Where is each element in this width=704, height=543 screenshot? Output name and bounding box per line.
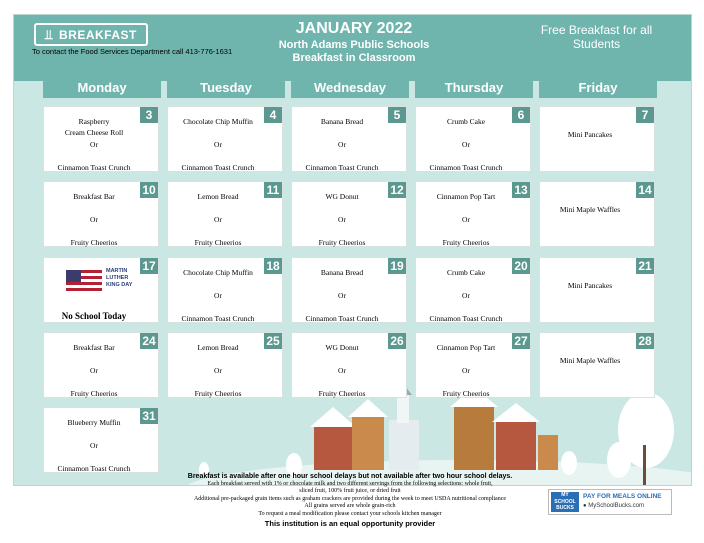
date-number: 20 [512,258,530,274]
menu-item: Mini Maple Waffles [559,356,621,365]
menu-item: WG Donut [325,343,359,352]
or-separator: Or [214,366,222,375]
milk-note: Each breakfast served with 1% or chocolate milk and two different servings from the following selections: whole fruit, [207,480,493,487]
month-title: JANUARY 2022 [295,20,413,37]
menu-item: Fruity Cheerios [194,238,242,247]
menu-item: Fruity Cheerios [70,238,118,247]
day-cell [167,181,283,247]
date-number: 19 [388,258,406,274]
or-separator: Or [90,140,98,149]
menu-item: Crumb Cake [446,268,486,277]
or-separator: Or [214,215,222,224]
menu-item: Cinnamon Pop Tart [436,343,496,352]
menu-item: Cinnamon Pop Tart [436,192,496,201]
fruit-note: sliced fruit, 100% fruit juice, or dried fruit [299,488,401,494]
myschoolbucks-logo: MY SCHOOL BUCKS [551,492,579,512]
or-separator: Or [214,140,222,149]
no-school-label: No School Today [61,311,127,321]
link-icon: ● [583,503,589,509]
menu-item: Lemon Bread [197,343,239,352]
mlk-day-label: MARTIN LUTHER KING DAY [106,268,133,288]
menu-item: Cinnamon Toast Crunch [305,163,379,172]
menu-item: Mini Maple Waffles [559,205,621,214]
myschoolbucks-badge[interactable] [548,489,672,515]
date-number: 6 [512,107,530,123]
menu-item: Mini Pancakes [567,281,613,290]
menu-item: Fruity Cheerios [70,389,118,398]
menu-item: Fruity Cheerios [442,238,490,247]
menu-item: Cinnamon Toast Crunch [57,464,131,473]
grain-note: All grains served are whole grain-rich [304,503,396,509]
usda-note: Additional pre-packaged grain items such as graham crackers are provided during the week to meet USDA nutritional compliance [193,495,507,502]
date-number: 14 [636,182,654,198]
pay-online-label: PAY FOR MEALS ONLINE [583,493,662,500]
delay-note: Breakfast is available after one hour school delays but not available after two hour school delays. [187,473,513,480]
menu-item: Cinnamon Toast Crunch [305,314,379,323]
day-cell [291,332,407,398]
contact-info: To contact the Food Services Department call 413-776-1631 [32,47,233,56]
day-header-monday: Monday [43,78,161,98]
day-header-friday: Friday [539,78,657,98]
day-cell [43,257,159,323]
menu-item: Cinnamon Toast Crunch [429,314,503,323]
menu-item: Fruity Cheerios [442,389,490,398]
day-cell [291,181,407,247]
free-breakfast-note: Free Breakfast for all Students [540,23,653,51]
menu-item: Cinnamon Toast Crunch [181,163,255,172]
menu-item: Crumb Cake [446,117,486,126]
date-number: 26 [388,333,406,349]
or-separator: Or [338,140,346,149]
or-separator: Or [462,140,470,149]
menu-item: Breakfast Bar [73,343,115,352]
date-number: 10 [140,182,158,198]
school-name: North Adams Public Schools [278,39,430,51]
day-cell [167,106,283,172]
date-number: 18 [264,258,282,274]
or-separator: Or [90,215,98,224]
or-separator: Or [462,291,470,300]
date-number: 3 [140,107,158,123]
date-number: 21 [636,258,654,274]
day-cell [43,332,159,398]
date-number: 7 [636,107,654,123]
menu-item: Fruity Cheerios [318,389,366,398]
menu-item: Banana Bread [320,117,364,126]
day-cell [291,106,407,172]
date-number: 13 [512,182,530,198]
date-number: 17 [140,258,158,274]
menu-item: Cinnamon Toast Crunch [57,163,131,172]
subtitle: Breakfast in Classroom [292,52,416,64]
menu-item: Banana Bread [320,268,364,277]
menu-item: Fruity Cheerios [318,238,366,247]
breakfast-logo: ⫫ BREAKFAST [34,23,148,46]
day-cell [43,407,159,473]
day-cell [415,332,531,398]
winter-village-illustration [164,385,691,485]
day-cell [539,181,655,247]
or-separator: Or [338,291,346,300]
date-number: 11 [264,182,282,198]
date-number: 25 [264,333,282,349]
myschoolbucks-link[interactable]: ● MySchoolBucks.com [583,503,644,509]
day-cell [415,181,531,247]
day-cell [167,332,283,398]
day-cell [167,257,283,323]
day-cell [415,257,531,323]
or-separator: Or [90,441,98,450]
menu-item: WG Donut [325,192,359,201]
menu-item: Chocolate Chip Muffin [183,117,253,126]
or-separator: Or [462,366,470,375]
day-cell [539,106,655,172]
menu-item: Raspberry Cream Cheese Roll [64,117,124,137]
menu-item: Blueberry Muffin [67,418,121,427]
date-number: 12 [388,182,406,198]
day-header-thursday: Thursday [415,78,533,98]
date-number: 27 [512,333,530,349]
fork-icon: ⫫ [45,27,53,42]
day-cell [539,257,655,323]
day-header-tuesday: Tuesday [167,78,285,98]
menu-item: Mini Pancakes [567,130,613,139]
date-number: 31 [140,408,158,424]
date-number: 5 [388,107,406,123]
menu-item: Cinnamon Toast Crunch [181,314,255,323]
menu-item: Breakfast Bar [73,192,115,201]
or-separator: Or [338,366,346,375]
date-number: 24 [140,333,158,349]
menu-item: Lemon Bread [197,192,239,201]
day-header-wednesday: Wednesday [291,78,409,98]
day-cell [415,106,531,172]
equal-opportunity-note: This institution is an equal opportunity provider [264,519,436,528]
day-cell [291,257,407,323]
date-number: 28 [636,333,654,349]
title-block [244,19,464,65]
menu-item: Cinnamon Toast Crunch [429,163,503,172]
or-separator: Or [462,215,470,224]
or-separator: Or [90,366,98,375]
date-number: 4 [264,107,282,123]
or-separator: Or [338,215,346,224]
modification-note: To request a meal modification please contact your schools kitchen manager [258,510,442,517]
day-cell [43,106,159,172]
day-cell [539,332,655,398]
or-separator: Or [214,291,222,300]
menu-item: Chocolate Chip Muffin [183,268,253,277]
day-cell [43,181,159,247]
menu-item: Fruity Cheerios [194,389,242,398]
footer-notes [160,473,540,528]
